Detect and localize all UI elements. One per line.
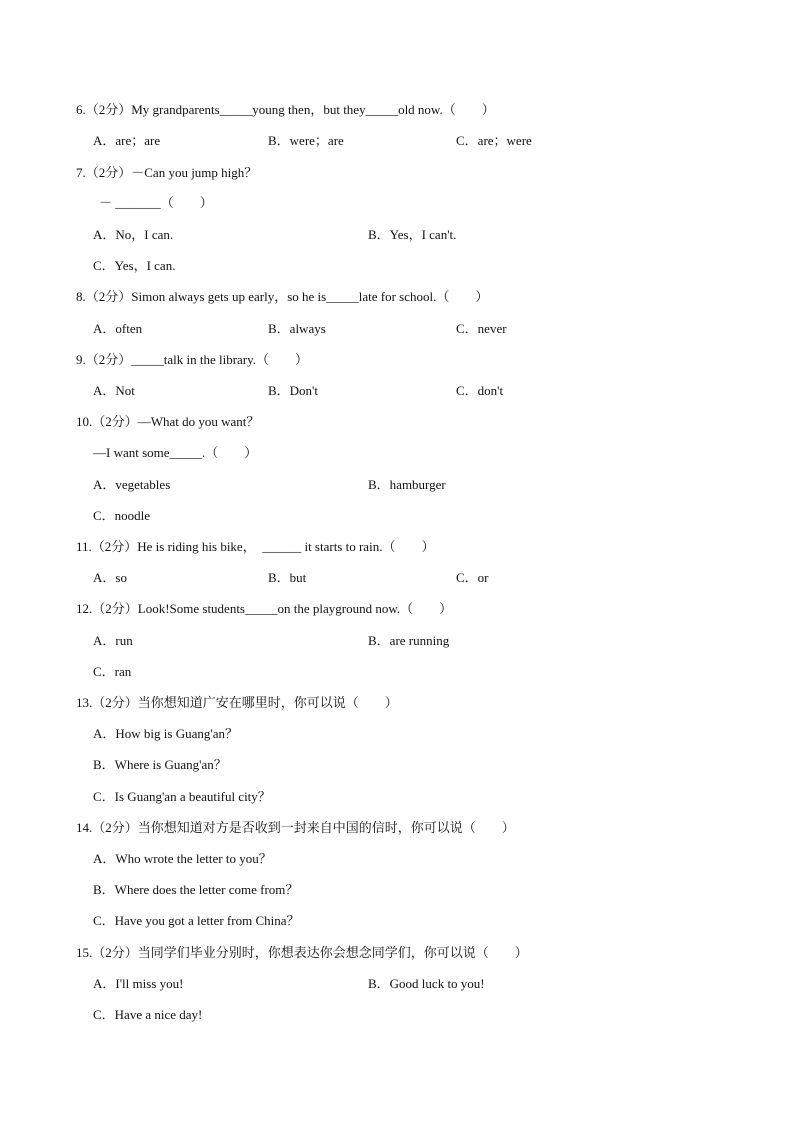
question-7-reply: － _______（ ）: [99, 195, 213, 210]
question-9-option-b[interactable]: B．Don't: [268, 383, 319, 398]
question-8-option-b[interactable]: B．always: [268, 321, 326, 336]
question-7-option-b[interactable]: B．Yes，I can't.: [368, 227, 457, 242]
question-12-option-c[interactable]: C．ran: [93, 664, 132, 679]
question-12-option-a[interactable]: A．run: [93, 633, 133, 648]
question-12-option-b[interactable]: B．are running: [368, 633, 450, 648]
question-8-option-c[interactable]: C．never: [456, 321, 507, 336]
question-10-stem: 10.（2分）—What do you want？: [76, 414, 260, 429]
question-6-stem: 6.（2分）My grandparents_____young then，but they_____old now.（ ）: [76, 102, 495, 117]
question-14-stem: 14.（2分）当你想知道对方是否收到一封来自中国的信时，你可以说（ ）: [76, 820, 515, 835]
question-15-option-c[interactable]: C．Have a nice day!: [93, 1007, 203, 1022]
question-10-option-c[interactable]: C．noodle: [93, 508, 151, 523]
question-8-stem: 8.（2分）Simon always gets up early，so he is_____late for school.（ ）: [76, 289, 489, 304]
question-10-option-b[interactable]: B．hamburger: [368, 477, 446, 492]
question-13-option-b[interactable]: B．Where is Guang'an？: [93, 757, 227, 772]
question-15-stem: 15.（2分）当同学们毕业分别时，你想表达你会想念同学们，你可以说（ ）: [76, 945, 528, 960]
question-8-option-a[interactable]: A．often: [93, 321, 143, 336]
question-6-option-c[interactable]: C．are；were: [456, 133, 532, 148]
question-9-stem: 9.（2分）_____talk in the library.（ ）: [76, 352, 309, 367]
question-9-option-c[interactable]: C．don't: [456, 383, 504, 398]
question-15-option-b[interactable]: B．Good luck to you!: [368, 976, 485, 991]
question-6-option-a[interactable]: A．are；are: [93, 133, 161, 148]
question-10-option-a[interactable]: A．vegetables: [93, 477, 171, 492]
question-13-option-a[interactable]: A．How big is Guang'an？: [93, 726, 238, 741]
question-11-option-b[interactable]: B．but: [268, 570, 307, 585]
question-7-option-a[interactable]: A．No，I can.: [93, 227, 174, 242]
question-13-stem: 13.（2分）当你想知道广安在哪里时，你可以说（ ）: [76, 695, 398, 710]
question-6-option-b[interactable]: B．were；are: [268, 133, 344, 148]
question-11-option-c[interactable]: C．or: [456, 570, 489, 585]
question-12-stem: 12.（2分）Look!Some students_____on the playground now.（ ）: [76, 601, 453, 616]
question-15-option-a[interactable]: A．I'll miss you!: [93, 976, 184, 991]
question-7-option-c[interactable]: C．Yes，I can.: [93, 258, 176, 273]
question-11-option-a[interactable]: A．so: [93, 570, 127, 585]
question-14-option-b[interactable]: B．Where does the letter come from？: [93, 882, 299, 897]
question-13-option-c[interactable]: C．Is Guang'an a beautiful city？: [93, 789, 271, 804]
question-9-option-a[interactable]: A．Not: [93, 383, 135, 398]
question-11-stem: 11.（2分）He is riding his bike， ______ it starts to rain.（ ）: [76, 539, 435, 554]
question-7-stem: 7.（2分）－Can you jump high？: [76, 165, 258, 180]
question-14-option-a[interactable]: A．Who wrote the letter to you？: [93, 851, 272, 866]
question-10-reply: —I want some_____.（ ）: [93, 445, 258, 460]
question-14-option-c[interactable]: C．Have you got a letter from China？: [93, 913, 300, 928]
